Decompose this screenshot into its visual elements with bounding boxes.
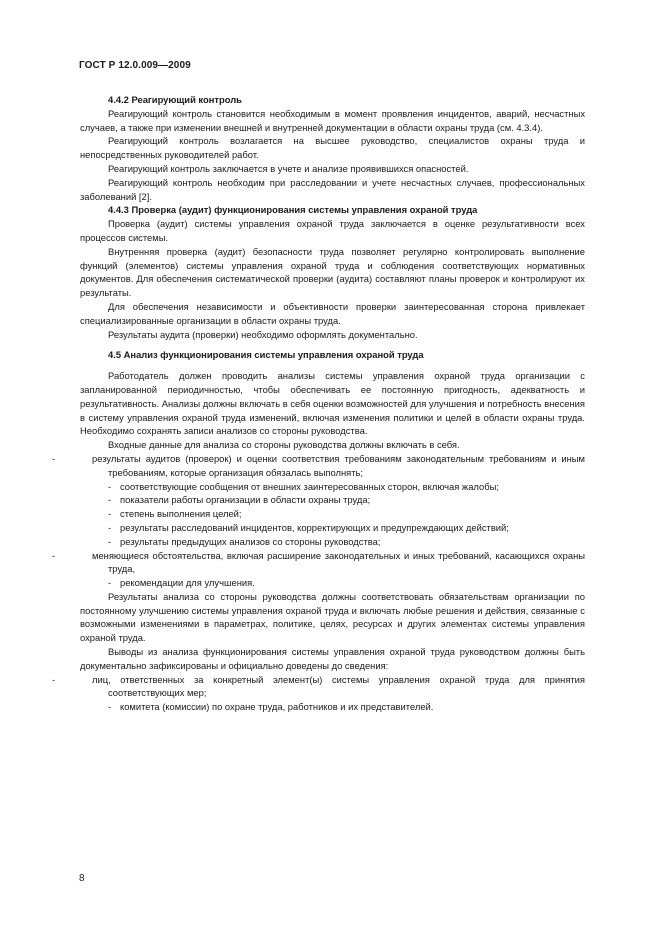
paragraph: Работодатель должен проводить анализы системы управления охраной труда организации с запланированной периодичностью, чтобы обеспечивать ее постоянную пригодность, адекватность и результативность. Анализы должны включать в себя оценки возможностей для улучшения и потребность внесения в систему управления охраной труда изменений, включая изменения политики и целей в области охраны труда. Необходимо сохранять записи анализов со стороны руководства. <box>80 370 585 437</box>
list-item-text: показатели работы организации в области охраны труда; <box>120 494 371 506</box>
list-dash: - <box>108 535 112 547</box>
list-item <box>52 549 585 577</box>
list-dash: - <box>108 494 112 506</box>
list-item-text: результаты аудитов (проверок) и оценки соответствия требованиям законодательным требованиям и иным требованиям, которые организация обязалась выполнять; <box>92 452 585 478</box>
list-dash: - <box>52 549 56 561</box>
list-item <box>80 507 585 521</box>
page-number: 8 <box>79 873 85 884</box>
paragraph: Реагирующий контроль возлагается на высшее руководство, специалистов охраны труда и непосредственных руководителей работ. <box>80 135 585 161</box>
list-item-text: комитета (комиссии) по охране труда, работников и их представителей. <box>120 701 434 713</box>
paragraph: Проверка (аудит) системы управления охраной труда заключается в оценке результативности всех процессов системы. <box>80 218 585 243</box>
list-item-text: соответствующие сообщения от внешних заинтересованных сторон, включая жалобы; <box>120 480 499 492</box>
subsection-heading: 4.4.3 Проверка (аудит) функционирования системы управления охраной труда <box>108 204 478 216</box>
list-dash: - <box>108 508 112 520</box>
document-body <box>52 93 585 714</box>
list-item-text: рекомендации для улучшения. <box>120 577 255 589</box>
list-item-text: результаты предыдущих анализов со стороны руководства; <box>120 535 381 547</box>
paragraph: Реагирующий контроль становится необходимым в момент проявления инцидентов, аварий, несчастных случаев, а также при изменении внешней и внутренней документации в области охраны труда (см. 4.3.4). <box>80 107 585 133</box>
list-dash: - <box>108 577 112 589</box>
list-item <box>80 521 585 535</box>
list-dash: - <box>52 452 56 464</box>
list-item-text: результаты расследований инцидентов, корректирующих и предупреждающих действий; <box>120 521 509 533</box>
subsection-heading: 4.4.2 Реагирующий контроль <box>108 94 242 105</box>
list-dash: - <box>52 673 56 685</box>
paragraph: Реагирующий контроль заключается в учете и анализе проявившихся опасностей. <box>108 162 469 174</box>
section-heading: 4.5 Анализ функционирования системы управления охраной труда <box>108 349 424 361</box>
list-item <box>80 493 585 507</box>
list-item <box>80 700 585 714</box>
list-item-text: лиц, ответственных за конкретный элемент(ы) системы управления охраной труда для принятия соответствующих мер; <box>92 673 585 699</box>
paragraph: Для обеспечения независимости и объективности проверки заинтересованная сторона привлекает специализированные организации в области охраны труда. <box>80 300 585 326</box>
list-item <box>52 452 585 480</box>
list-item-text: степень выполнения целей; <box>120 508 242 520</box>
list-item <box>80 576 585 590</box>
list-dash: - <box>108 701 112 713</box>
paragraph: Выводы из анализа функционирования системы управления охраной труда руководством должны быть документально зафиксированы и официально доведены до сведения: <box>80 646 585 671</box>
list-item-text: меняющиеся обстоятельства, включая расширение законодательных и иных требований, касающихся охраны труда, <box>92 549 585 575</box>
list-item <box>80 480 585 494</box>
paragraph: Реагирующий контроль необходим при расследовании и учете несчастных случаев, профессиональных заболеваний [2]. <box>80 176 585 202</box>
list-dash: - <box>108 480 112 492</box>
paragraph: Внутренняя проверка (аудит) безопасности труда позволяет регулярно контролировать выполнение функций (элементов) системы управления охраной труда и соблюдения соответствующих нормативных документов. Для обеспечения систематической проверки (аудита) составляют планы проверок и контролируют их результаты. <box>80 245 585 299</box>
document-header: ГОСТ Р 12.0.009—2009 <box>79 60 191 71</box>
list-dash: - <box>108 521 112 533</box>
paragraph: Результаты анализа со стороны руководства должны соответствовать обязательствам организации по постоянному улучшению системы управления охраной труда и включать любые решения и действия, связанные с возможными изменениями в параметрах, политике, целях, ресурсах и других элементах системы управления охраной труда. <box>80 590 585 644</box>
paragraph: Результаты аудита (проверки) необходимо оформлять документально. <box>108 328 418 340</box>
paragraph: Входные данные для анализа со стороны руководства должны включать в себя. <box>108 439 460 451</box>
list-item <box>80 535 585 549</box>
list-item <box>52 673 585 701</box>
